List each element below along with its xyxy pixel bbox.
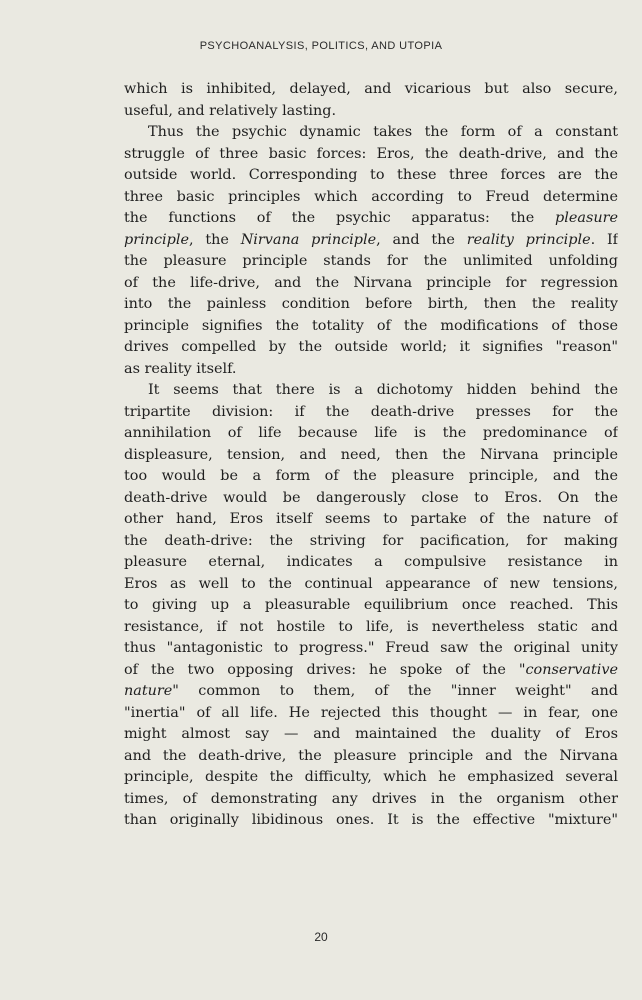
text-line: of the two opposing drives: he spoke of the "conservative [124,661,618,678]
text-line: into the painless condition before birth, then the reality [124,296,618,312]
text-line: and the death-drive, the pleasure principle and the Nirvana [124,747,618,764]
text-line: thus "antagonistic to progress." Freud saw the original unity [124,640,618,656]
text-line: to giving up a pleasurable equilibrium once reached. This [124,597,618,613]
text-line: death-drive would be dangerously close to Eros. On the [124,489,618,506]
text-line: displeasure, tension, and need, then the Nirvana principle [124,446,618,463]
text-line: too would be a form of the pleasure principle, and the [124,468,618,484]
text-line: nature" common to them, of the "inner weight" and [124,683,618,699]
text-line: resistance, if not hostile to life, is nevertheless static and [124,618,618,635]
text-line: principle, the Nirvana principle, and the reality principle. If [124,231,618,248]
text-line: outside world. Corresponding to these three forces are the [124,167,618,183]
text-line: times, of demonstrating any drives in the organism other [124,790,618,807]
running-header: PSYCHOANALYSIS, POLITICS, AND UTOPIA [199,40,443,52]
text-line: than originally libidinous ones. It is the effective "mixture" [124,812,618,828]
text-line: drives compelled by the outside world; it signifies "reason" [124,339,618,355]
text-line: the pleasure principle stands for the unlimited unfolding [124,253,618,269]
text-line: It seems that there is a dichotomy hidden behind the [148,382,618,398]
text-line: pleasure eternal, indicates a compulsive resistance in [124,554,618,570]
text-line: principle signifies the totality of the modifications of those [124,317,618,334]
text-line: Thus the psychic dynamic takes the form of a constant [148,124,618,140]
text-line: Eros as well to the continual appearance of new tensions, [124,575,618,592]
text-line: annihilation of life because life is the predominance of [124,425,618,441]
text-line: which is inhibited, delayed, and vicarious but also secure, [124,81,618,97]
text-line: "inertia" of all life. He rejected this thought — in fear, one [124,704,618,721]
page-number: 20 [314,930,328,944]
text-line: useful, and relatively lasting. [124,102,337,119]
text-line: three basic principles which according to Freud determine [124,188,618,205]
body-text [124,79,618,832]
text-line: other hand, Eros itself seems to partake of the nature of [124,511,618,527]
text-line: struggle of three basic forces: Eros, the death-drive, and the [124,145,618,162]
text-line: of the life-drive, and the Nirvana principle for regression [124,274,618,291]
text-line: as reality itself. [124,360,237,377]
text-line: tripartite division: if the death-drive presses for the [124,403,618,420]
text-line: the functions of the psychic apparatus: the pleasure [124,210,618,226]
text-line: might almost say — and maintained the duality of Eros [124,726,618,742]
text-line: principle, despite the difficulty, which he emphasized several [124,769,618,785]
text-line: the death-drive: the striving for pacification, for making [124,532,618,549]
